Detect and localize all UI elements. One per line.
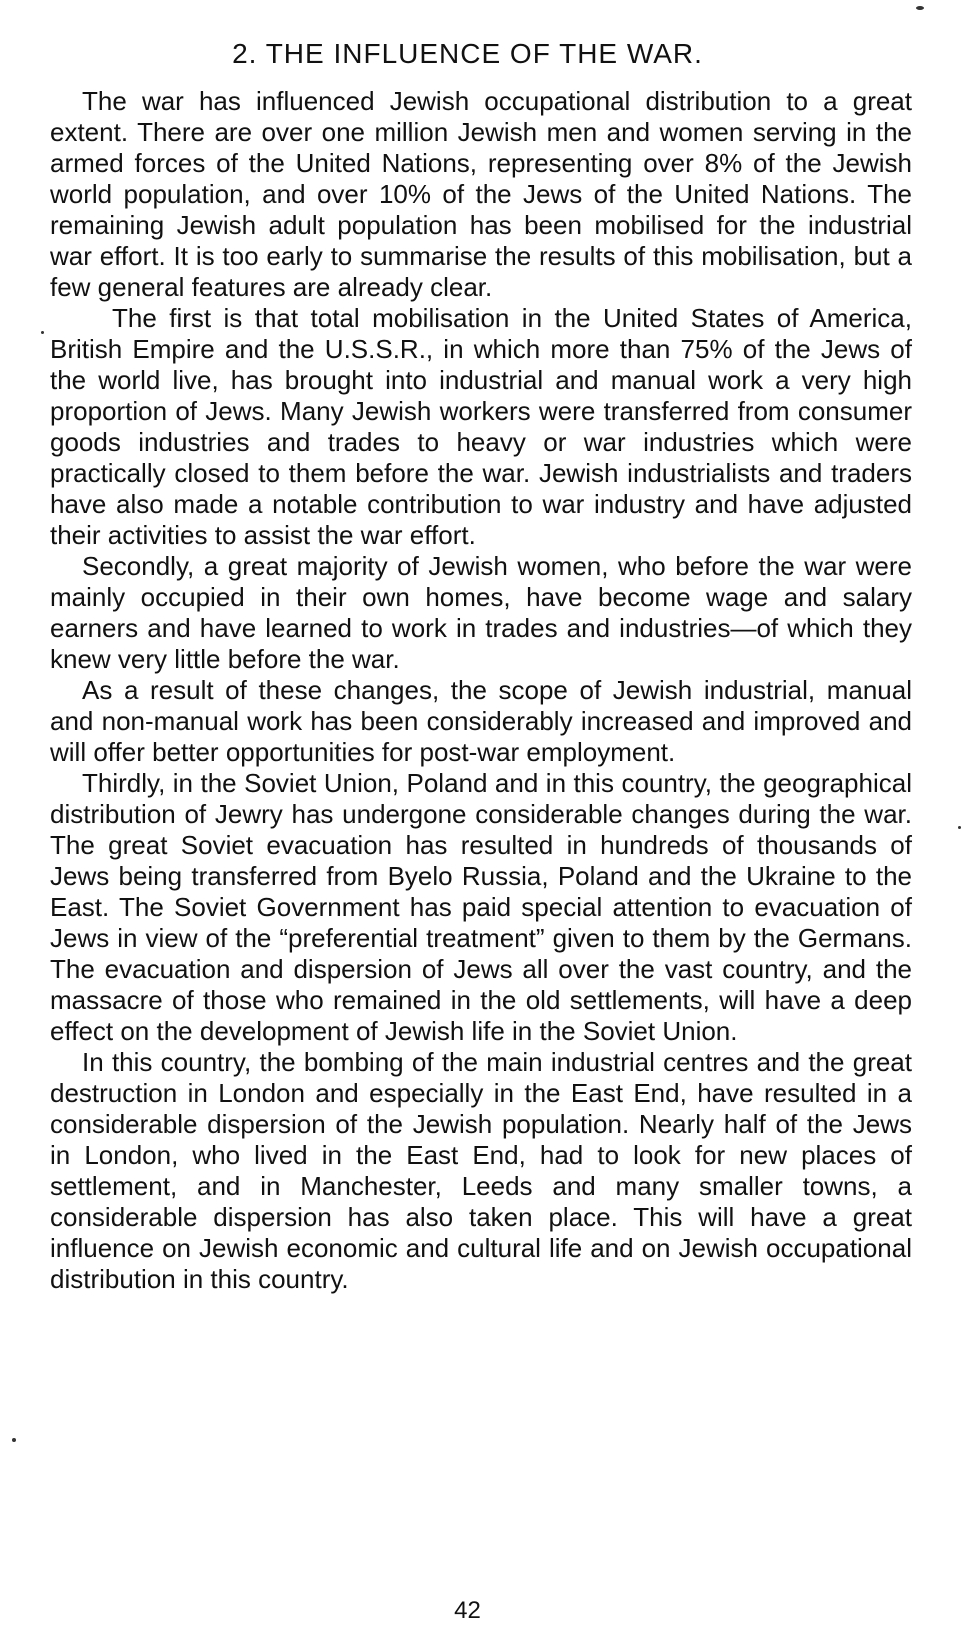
ink-speck xyxy=(41,331,44,334)
paragraph-jewish-women: Secondly, a great majority of Jewish women, who before the war were mainly occupied in their own homes, have become wage and salary earners and have learned to work in trades and industries—of which they knew very little before the war. xyxy=(50,551,912,674)
paragraph-geographical-distribution: Thirdly, in the Soviet Union, Poland and in this country, the geographical distribution of Jewry has undergone considerable changes during the war. The great Soviet evacuation has resulted in hundreds of thousands of Jews being transferred from Byelo Russia, Poland and the Ukraine to the East. The Soviet Government has paid special attention to evacuation of Jews in view of the “preferential treatment” given to them by the Germans. The evacuation and dispersion of Jews all over the vast country, and the massacre of those who remained in the old settlements, will have a deep effect on the development of Jewish life in the Soviet Union. xyxy=(50,768,912,1046)
ink-speck xyxy=(12,1438,16,1442)
section-heading: 2. THE INFLUENCE OF THE WAR. xyxy=(232,38,703,69)
paragraph-total-mobilisation: The first is that total mobilisation in the United States of America, British Empire and the U.S.S.R., in which more than 75% of the Jews of the world live, has brought into industrial and manual work a very high proportion of Jews. Many Jewish workers were transferred from consumer goods industries and trades to heavy or war industries which were practically closed to them before the war. Jewish industrialists and traders have also made a notable contribution to war industry and have adjusted their activities to assist the war effort. xyxy=(50,303,912,550)
paragraph-war-influence: The war has influenced Jewish occupational distribution to a great extent. There are over one million Jewish men and women serving in the armed forces of the United Nations, representing over 8% of the Jewish world population, and over 10% of the Jews of the United Nations. The remaining Jewish adult population has been mobilised for the industrial war effort. It is too early to summarise the results of this mobilisation, but a few general features are already clear. xyxy=(50,86,912,302)
paragraph-result-of-changes: As a result of these changes, the scope of Jewish industrial, manual and non-manual work has been considerably increased and improved and will offer better opportunities for post-war employment. xyxy=(50,675,912,767)
body-text xyxy=(50,86,912,1295)
ink-speck xyxy=(916,6,924,10)
ink-speck xyxy=(958,826,961,829)
page-number: 42 xyxy=(454,1597,481,1624)
paragraph-this-country: In this country, the bombing of the main industrial centres and the great destruction in London and especially in the East End, have resulted in a considerable dispersion of the Jewish population. Nearly half of the Jews in London, who lived in the East End, had to look for new places of settlement, and in Manchester, Leeds and many smaller towns, a considerable dispersion has also taken place. This will have a great influence on Jewish economic and cultural life and on Jewish occupational distribution in this country. xyxy=(50,1047,912,1294)
